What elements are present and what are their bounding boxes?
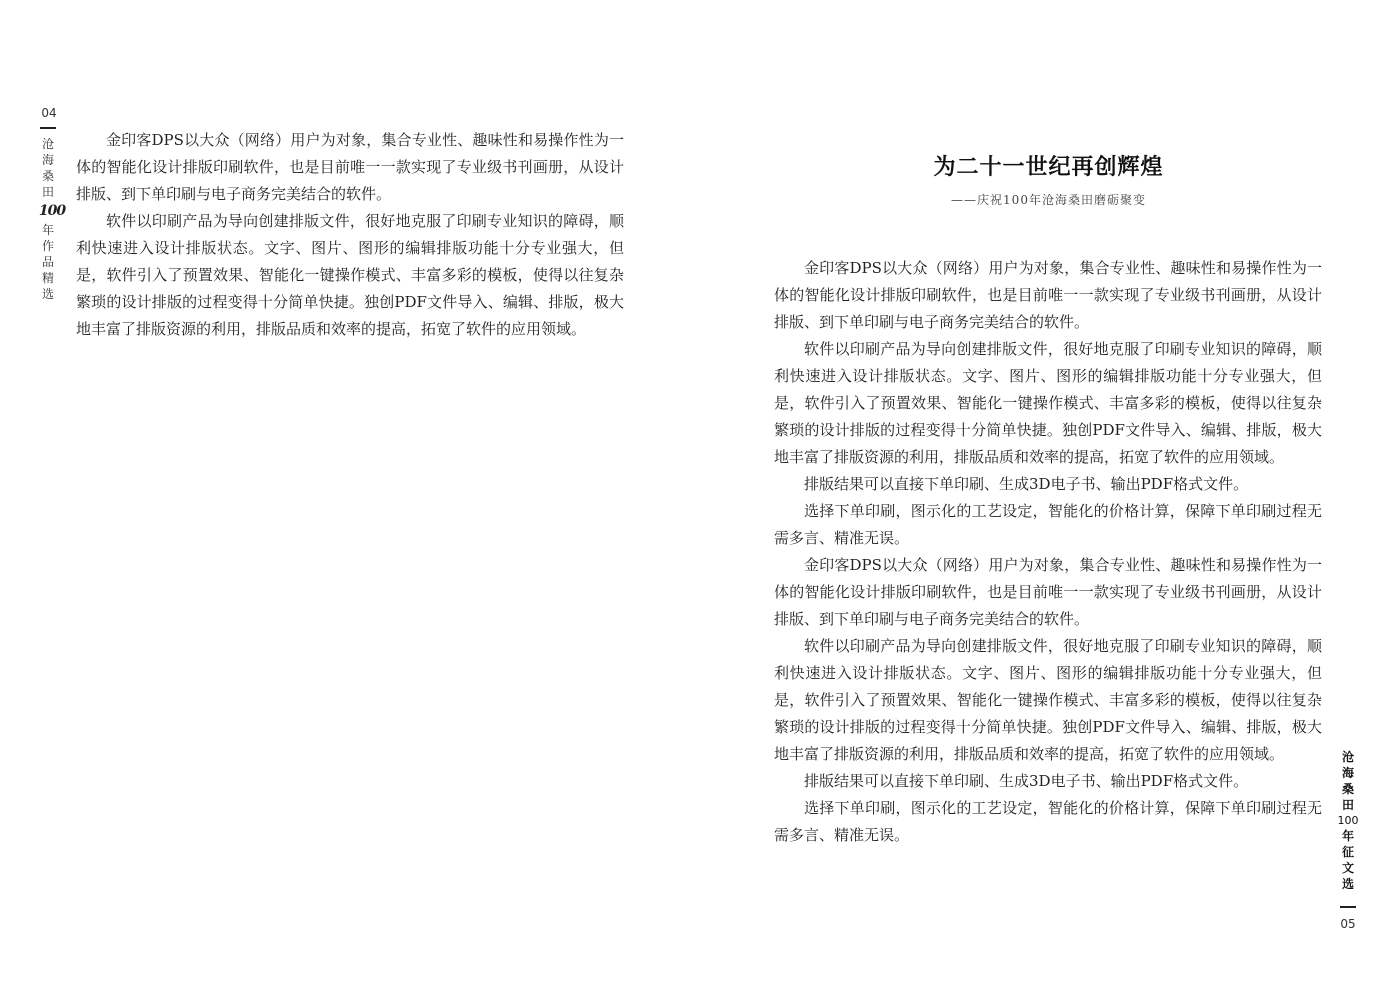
- right-body-text: [774, 255, 1322, 849]
- paragraph: 选择下单印刷，图示化的工艺设定，智能化的价格计算，保障下单印刷过程无需多言、精准无误。: [774, 502, 1322, 547]
- side-number: 100: [1337, 814, 1359, 827]
- article-title: 为二十一世纪再创辉煌: [933, 154, 1164, 180]
- paragraph: 软件以印刷产品为导向创建排版文件，很好地克服了印刷专业知识的障碍，顺利快速进入设计排版状态。文字、图片、图形的编辑排版功能十分专业强大，但是，软件引入了预置效果、智能化一键操作模式、丰富多彩的模板，使得以往复杂繁琐的设计排版的过程变得十分简单快捷。独创PDF文件导入、编辑、排版，极大地丰富了排版资源的利用，排版品质和效率的提高，拓宽了软件的应用领域。: [76, 212, 624, 338]
- side-label-right: [1337, 749, 1359, 892]
- side-char: 田: [41, 185, 54, 199]
- side-char: 作: [41, 239, 54, 253]
- side-char: 年: [41, 223, 54, 237]
- paragraph: 排版结果可以直接下单印刷、生成3D电子书、输出PDF格式文件。: [804, 475, 1249, 493]
- side-char: 文: [1341, 861, 1354, 875]
- side-char: 年: [1341, 829, 1354, 843]
- paragraph: 金印客DPS以大众（网络）用户为对象，集合专业性、趣味性和易操作性为一体的智能化设计排版印刷软件，也是目前唯一一款实现了专业级书刊画册，从设计排版、到下单印刷与电子商务完美结合的软件。: [774, 259, 1322, 331]
- side-char: 桑: [1341, 782, 1354, 796]
- side-char: 品: [41, 255, 54, 269]
- side-char: 海: [1341, 766, 1354, 780]
- side-char: 选: [41, 287, 54, 301]
- paragraph: 选择下单印刷，图示化的工艺设定，智能化的价格计算，保障下单印刷过程无需多言、精准无误。: [774, 799, 1322, 844]
- left-body-text: [76, 127, 624, 343]
- side-number: 100: [38, 203, 66, 219]
- page-number-right: 05: [1340, 917, 1356, 931]
- side-char: 征: [1341, 845, 1354, 859]
- side-char: 桑: [41, 169, 54, 183]
- margin-rule-right: [1340, 906, 1356, 908]
- article-subtitle: ——庆祝100年沧海桑田磨砺聚变: [951, 193, 1146, 207]
- paragraph: 软件以印刷产品为导向创建排版文件，很好地克服了印刷专业知识的障碍，顺利快速进入设计排版状态。文字、图片、图形的编辑排版功能十分专业强大，但是，软件引入了预置效果、智能化一键操作模式、丰富多彩的模板，使得以往复杂繁琐的设计排版的过程变得十分简单快捷。独创PDF文件导入、编辑、排版，极大地丰富了排版资源的利用，排版品质和效率的提高，拓宽了软件的应用领域。: [774, 637, 1322, 763]
- page-number-left: 04: [41, 106, 57, 120]
- paragraph: 金印客DPS以大众（网络）用户为对象，集合专业性、趣味性和易操作性为一体的智能化设计排版印刷软件，也是目前唯一一款实现了专业级书刊画册，从设计排版、到下单印刷与电子商务完美结合的软件。: [774, 556, 1322, 628]
- paragraph: 排版结果可以直接下单印刷、生成3D电子书、输出PDF格式文件。: [804, 772, 1249, 790]
- side-char: 沧: [41, 137, 54, 151]
- side-label-left: [38, 136, 66, 302]
- paragraph: 软件以印刷产品为导向创建排版文件，很好地克服了印刷专业知识的障碍，顺利快速进入设计排版状态。文字、图片、图形的编辑排版功能十分专业强大，但是，软件引入了预置效果、智能化一键操作模式、丰富多彩的模板，使得以往复杂繁琐的设计排版的过程变得十分简单快捷。独创PDF文件导入、编辑、排版，极大地丰富了排版资源的利用，排版品质和效率的提高，拓宽了软件的应用领域。: [774, 340, 1322, 466]
- side-char: 精: [41, 271, 54, 285]
- side-char: 田: [1341, 798, 1354, 812]
- side-char: 沧: [1341, 750, 1354, 764]
- paragraph: 金印客DPS以大众（网络）用户为对象，集合专业性、趣味性和易操作性为一体的智能化设计排版印刷软件，也是目前唯一一款实现了专业级书刊画册，从设计排版、到下单印刷与电子商务完美结合的软件。: [76, 131, 624, 203]
- margin-rule-left: [40, 127, 56, 129]
- right-page: [699, 0, 1398, 982]
- side-char: 海: [41, 153, 54, 167]
- side-char: 选: [1341, 877, 1354, 891]
